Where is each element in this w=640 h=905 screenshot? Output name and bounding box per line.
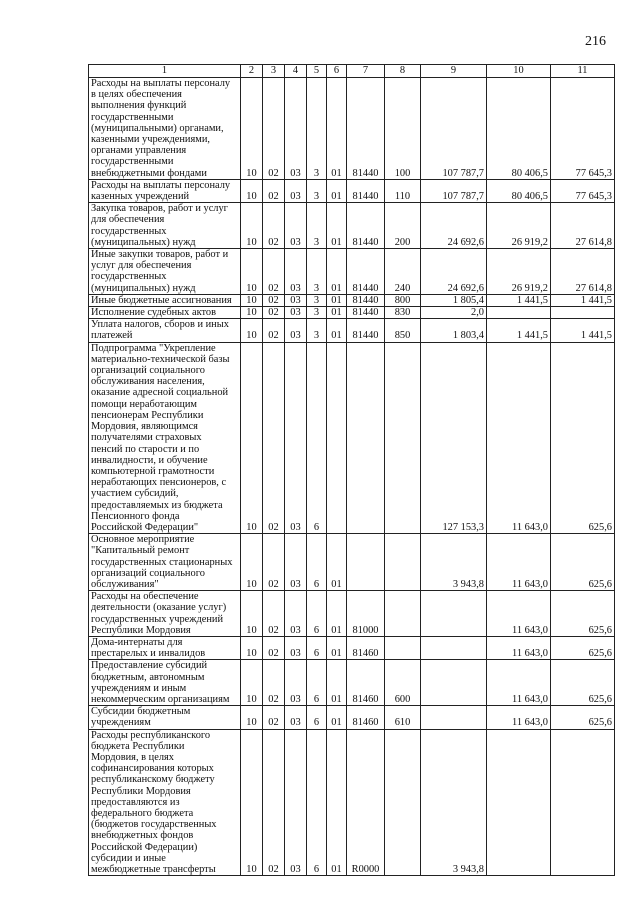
cell-col-9: 24 692,6 [421,249,487,295]
cell-col-10: 1 441,5 [487,319,551,342]
cell-col-11: 77 645,3 [551,179,615,202]
cell-col-5: 3 [307,78,327,180]
cell-col-7: 81440 [347,307,385,319]
cell-col-6: 01 [327,249,347,295]
cell-col-6: 01 [327,660,347,706]
row-name: Расходы на обеспечение деятельности (оказание услуг) государственных учреждений Республики Мордовия [89,591,241,637]
column-header-3: 3 [263,65,285,78]
cell-col-10: 26 919,2 [487,249,551,295]
cell-col-11 [551,729,615,876]
cell-col-8 [385,591,421,637]
table-row [89,534,615,591]
cell-col-6: 01 [327,179,347,202]
cell-col-6 [327,342,347,533]
cell-col-8 [385,729,421,876]
row-name: Основное мероприятие "Капитальный ремонт государственных стационарных организаций социального обслуживания" [89,534,241,591]
cell-col-4: 03 [285,534,307,591]
cell-col-10: 11 643,0 [487,534,551,591]
cell-col-9: 1 805,4 [421,294,487,306]
cell-col-7: R0000 [347,729,385,876]
cell-col-9: 1 803,4 [421,319,487,342]
column-header-1: 1 [89,65,241,78]
cell-col-11: 625,6 [551,636,615,659]
cell-col-8: 240 [385,249,421,295]
cell-col-5: 6 [307,534,327,591]
cell-col-7: 81440 [347,179,385,202]
cell-col-8: 830 [385,307,421,319]
cell-col-9: 107 787,7 [421,78,487,180]
table-row [89,342,615,533]
cell-col-3: 02 [263,203,285,249]
cell-col-6: 01 [327,78,347,180]
cell-col-7: 81440 [347,203,385,249]
table-row [89,78,615,180]
cell-col-9: 24 692,6 [421,203,487,249]
cell-col-7 [347,534,385,591]
cell-col-2: 10 [241,78,263,180]
cell-col-9 [421,706,487,729]
row-name: Уплата налогов, сборов и иных платежей [89,319,241,342]
cell-col-5: 3 [307,307,327,319]
cell-col-6: 01 [327,319,347,342]
cell-col-3: 02 [263,294,285,306]
cell-col-7: 81000 [347,591,385,637]
cell-col-8: 800 [385,294,421,306]
cell-col-11: 625,6 [551,706,615,729]
cell-col-4: 03 [285,636,307,659]
table-row [89,294,615,306]
cell-col-11: 625,6 [551,342,615,533]
cell-col-6: 01 [327,729,347,876]
cell-col-11: 77 645,3 [551,78,615,180]
cell-col-2: 10 [241,591,263,637]
cell-col-4: 03 [285,307,307,319]
table-row [89,706,615,729]
cell-col-10 [487,307,551,319]
cell-col-5: 6 [307,706,327,729]
cell-col-10 [487,729,551,876]
cell-col-11: 1 441,5 [551,294,615,306]
table-row [89,307,615,319]
cell-col-11: 27 614,8 [551,249,615,295]
cell-col-7: 81440 [347,249,385,295]
column-header-10: 10 [487,65,551,78]
table-row [89,249,615,295]
cell-col-9: 107 787,7 [421,179,487,202]
cell-col-4: 03 [285,78,307,180]
row-name: Иные бюджетные ассигнования [89,294,241,306]
column-header-6: 6 [327,65,347,78]
cell-col-2: 10 [241,660,263,706]
cell-col-9 [421,591,487,637]
column-header-7: 7 [347,65,385,78]
cell-col-2: 10 [241,294,263,306]
cell-col-5: 3 [307,294,327,306]
cell-col-2: 10 [241,534,263,591]
table-row [89,660,615,706]
cell-col-6: 01 [327,706,347,729]
cell-col-8: 100 [385,78,421,180]
cell-col-4: 03 [285,342,307,533]
cell-col-10: 11 643,0 [487,660,551,706]
cell-col-2: 10 [241,307,263,319]
table-row [89,319,615,342]
column-header-8: 8 [385,65,421,78]
cell-col-10: 26 919,2 [487,203,551,249]
table-body [89,78,615,876]
cell-col-2: 10 [241,319,263,342]
page-number: 216 [585,34,606,49]
cell-col-3: 02 [263,342,285,533]
cell-col-6: 01 [327,534,347,591]
cell-col-6: 01 [327,294,347,306]
table-row [89,591,615,637]
cell-col-3: 02 [263,636,285,659]
cell-col-2: 10 [241,203,263,249]
cell-col-11: 625,6 [551,660,615,706]
cell-col-3: 02 [263,307,285,319]
row-name: Расходы на выплаты персоналу казенных учреждений [89,179,241,202]
cell-col-11: 1 441,5 [551,319,615,342]
cell-col-6: 01 [327,591,347,637]
row-name: Дома-интернаты для престарелых и инвалидов [89,636,241,659]
cell-col-5: 6 [307,636,327,659]
cell-col-3: 02 [263,249,285,295]
cell-col-10: 1 441,5 [487,294,551,306]
cell-col-7: 81460 [347,706,385,729]
cell-col-10: 80 406,5 [487,78,551,180]
cell-col-3: 02 [263,706,285,729]
table-row [89,203,615,249]
cell-col-2: 10 [241,706,263,729]
cell-col-5: 3 [307,249,327,295]
cell-col-8: 850 [385,319,421,342]
table-row [89,636,615,659]
cell-col-3: 02 [263,319,285,342]
cell-col-3: 02 [263,591,285,637]
cell-col-8 [385,636,421,659]
cell-col-4: 03 [285,706,307,729]
cell-col-7: 81460 [347,636,385,659]
cell-col-8 [385,342,421,533]
cell-col-5: 6 [307,342,327,533]
cell-col-2: 10 [241,179,263,202]
cell-col-9 [421,660,487,706]
cell-col-2: 10 [241,342,263,533]
cell-col-4: 03 [285,660,307,706]
cell-col-9: 3 943,8 [421,534,487,591]
row-name: Подпрограмма "Укрепление материально-технической базы организаций социального обслуживания населения, оказание адресной социальной помощи неработающим пенсионерам Республики Мордовия, являющимся получателями страховых пенсий по старости и по инвалидности, и обучение компьютерной грамотности неработающих пенсионеров, с участием субсидий, предоставляемых из бюджета Пенсионного фонда Российской Федерации" [89,342,241,533]
cell-col-10: 11 643,0 [487,591,551,637]
cell-col-7: 81440 [347,78,385,180]
cell-col-8: 200 [385,203,421,249]
row-name: Субсидии бюджетным учреждениям [89,706,241,729]
cell-col-10: 80 406,5 [487,179,551,202]
cell-col-6: 01 [327,307,347,319]
cell-col-3: 02 [263,78,285,180]
cell-col-3: 02 [263,729,285,876]
cell-col-5: 3 [307,203,327,249]
budget-table [88,64,615,876]
cell-col-11: 625,6 [551,534,615,591]
header-row [89,65,615,78]
column-header-4: 4 [285,65,307,78]
cell-col-8: 600 [385,660,421,706]
cell-col-10: 11 643,0 [487,706,551,729]
cell-col-5: 3 [307,319,327,342]
cell-col-8: 610 [385,706,421,729]
cell-col-4: 03 [285,249,307,295]
cell-col-2: 10 [241,249,263,295]
cell-col-3: 02 [263,660,285,706]
cell-col-8: 110 [385,179,421,202]
cell-col-9: 2,0 [421,307,487,319]
cell-col-6: 01 [327,203,347,249]
row-name: Расходы на выплаты персоналу в целях обеспечения выполнения функций государственными (муниципальными) органами, казенными учреждениями, органами управления государственными внебюджетными фондами [89,78,241,180]
row-name: Расходы республиканского бюджета Республики Мордовия, в целях софинансирования которых республиканскому бюджету Республики Мордовия предоставляются из федерального бюджета (бюджетов государственных внебюджетных фондов Российской Федерации) субсидии и иные межбюджетные трансферты [89,729,241,876]
cell-col-11: 27 614,8 [551,203,615,249]
cell-col-7: 81460 [347,660,385,706]
cell-col-10: 11 643,0 [487,636,551,659]
table-row [89,179,615,202]
cell-col-2: 10 [241,729,263,876]
cell-col-6: 01 [327,636,347,659]
row-name: Исполнение судебных актов [89,307,241,319]
cell-col-4: 03 [285,591,307,637]
cell-col-9: 127 153,3 [421,342,487,533]
table-row [89,729,615,876]
row-name: Иные закупки товаров, работ и услуг для обеспечения государственных (муниципальных) нужд [89,249,241,295]
cell-col-7: 81440 [347,294,385,306]
column-header-2: 2 [241,65,263,78]
cell-col-5: 6 [307,591,327,637]
column-header-9: 9 [421,65,487,78]
row-name: Предоставление субсидий бюджетным, автономным учреждениям и иным некоммерческим организациям [89,660,241,706]
cell-col-4: 03 [285,729,307,876]
cell-col-7: 81440 [347,319,385,342]
cell-col-7 [347,342,385,533]
cell-col-5: 6 [307,729,327,876]
cell-col-4: 03 [285,319,307,342]
cell-col-4: 03 [285,179,307,202]
cell-col-3: 02 [263,534,285,591]
cell-col-10: 11 643,0 [487,342,551,533]
cell-col-9 [421,636,487,659]
cell-col-5: 3 [307,179,327,202]
cell-col-3: 02 [263,179,285,202]
cell-col-8 [385,534,421,591]
cell-col-4: 03 [285,203,307,249]
row-name: Закупка товаров, работ и услуг для обеспечения государственных (муниципальных) нужд [89,203,241,249]
column-header-5: 5 [307,65,327,78]
cell-col-11: 625,6 [551,591,615,637]
cell-col-5: 6 [307,660,327,706]
cell-col-2: 10 [241,636,263,659]
column-header-11: 11 [551,65,615,78]
cell-col-9: 3 943,8 [421,729,487,876]
cell-col-11 [551,307,615,319]
cell-col-4: 03 [285,294,307,306]
